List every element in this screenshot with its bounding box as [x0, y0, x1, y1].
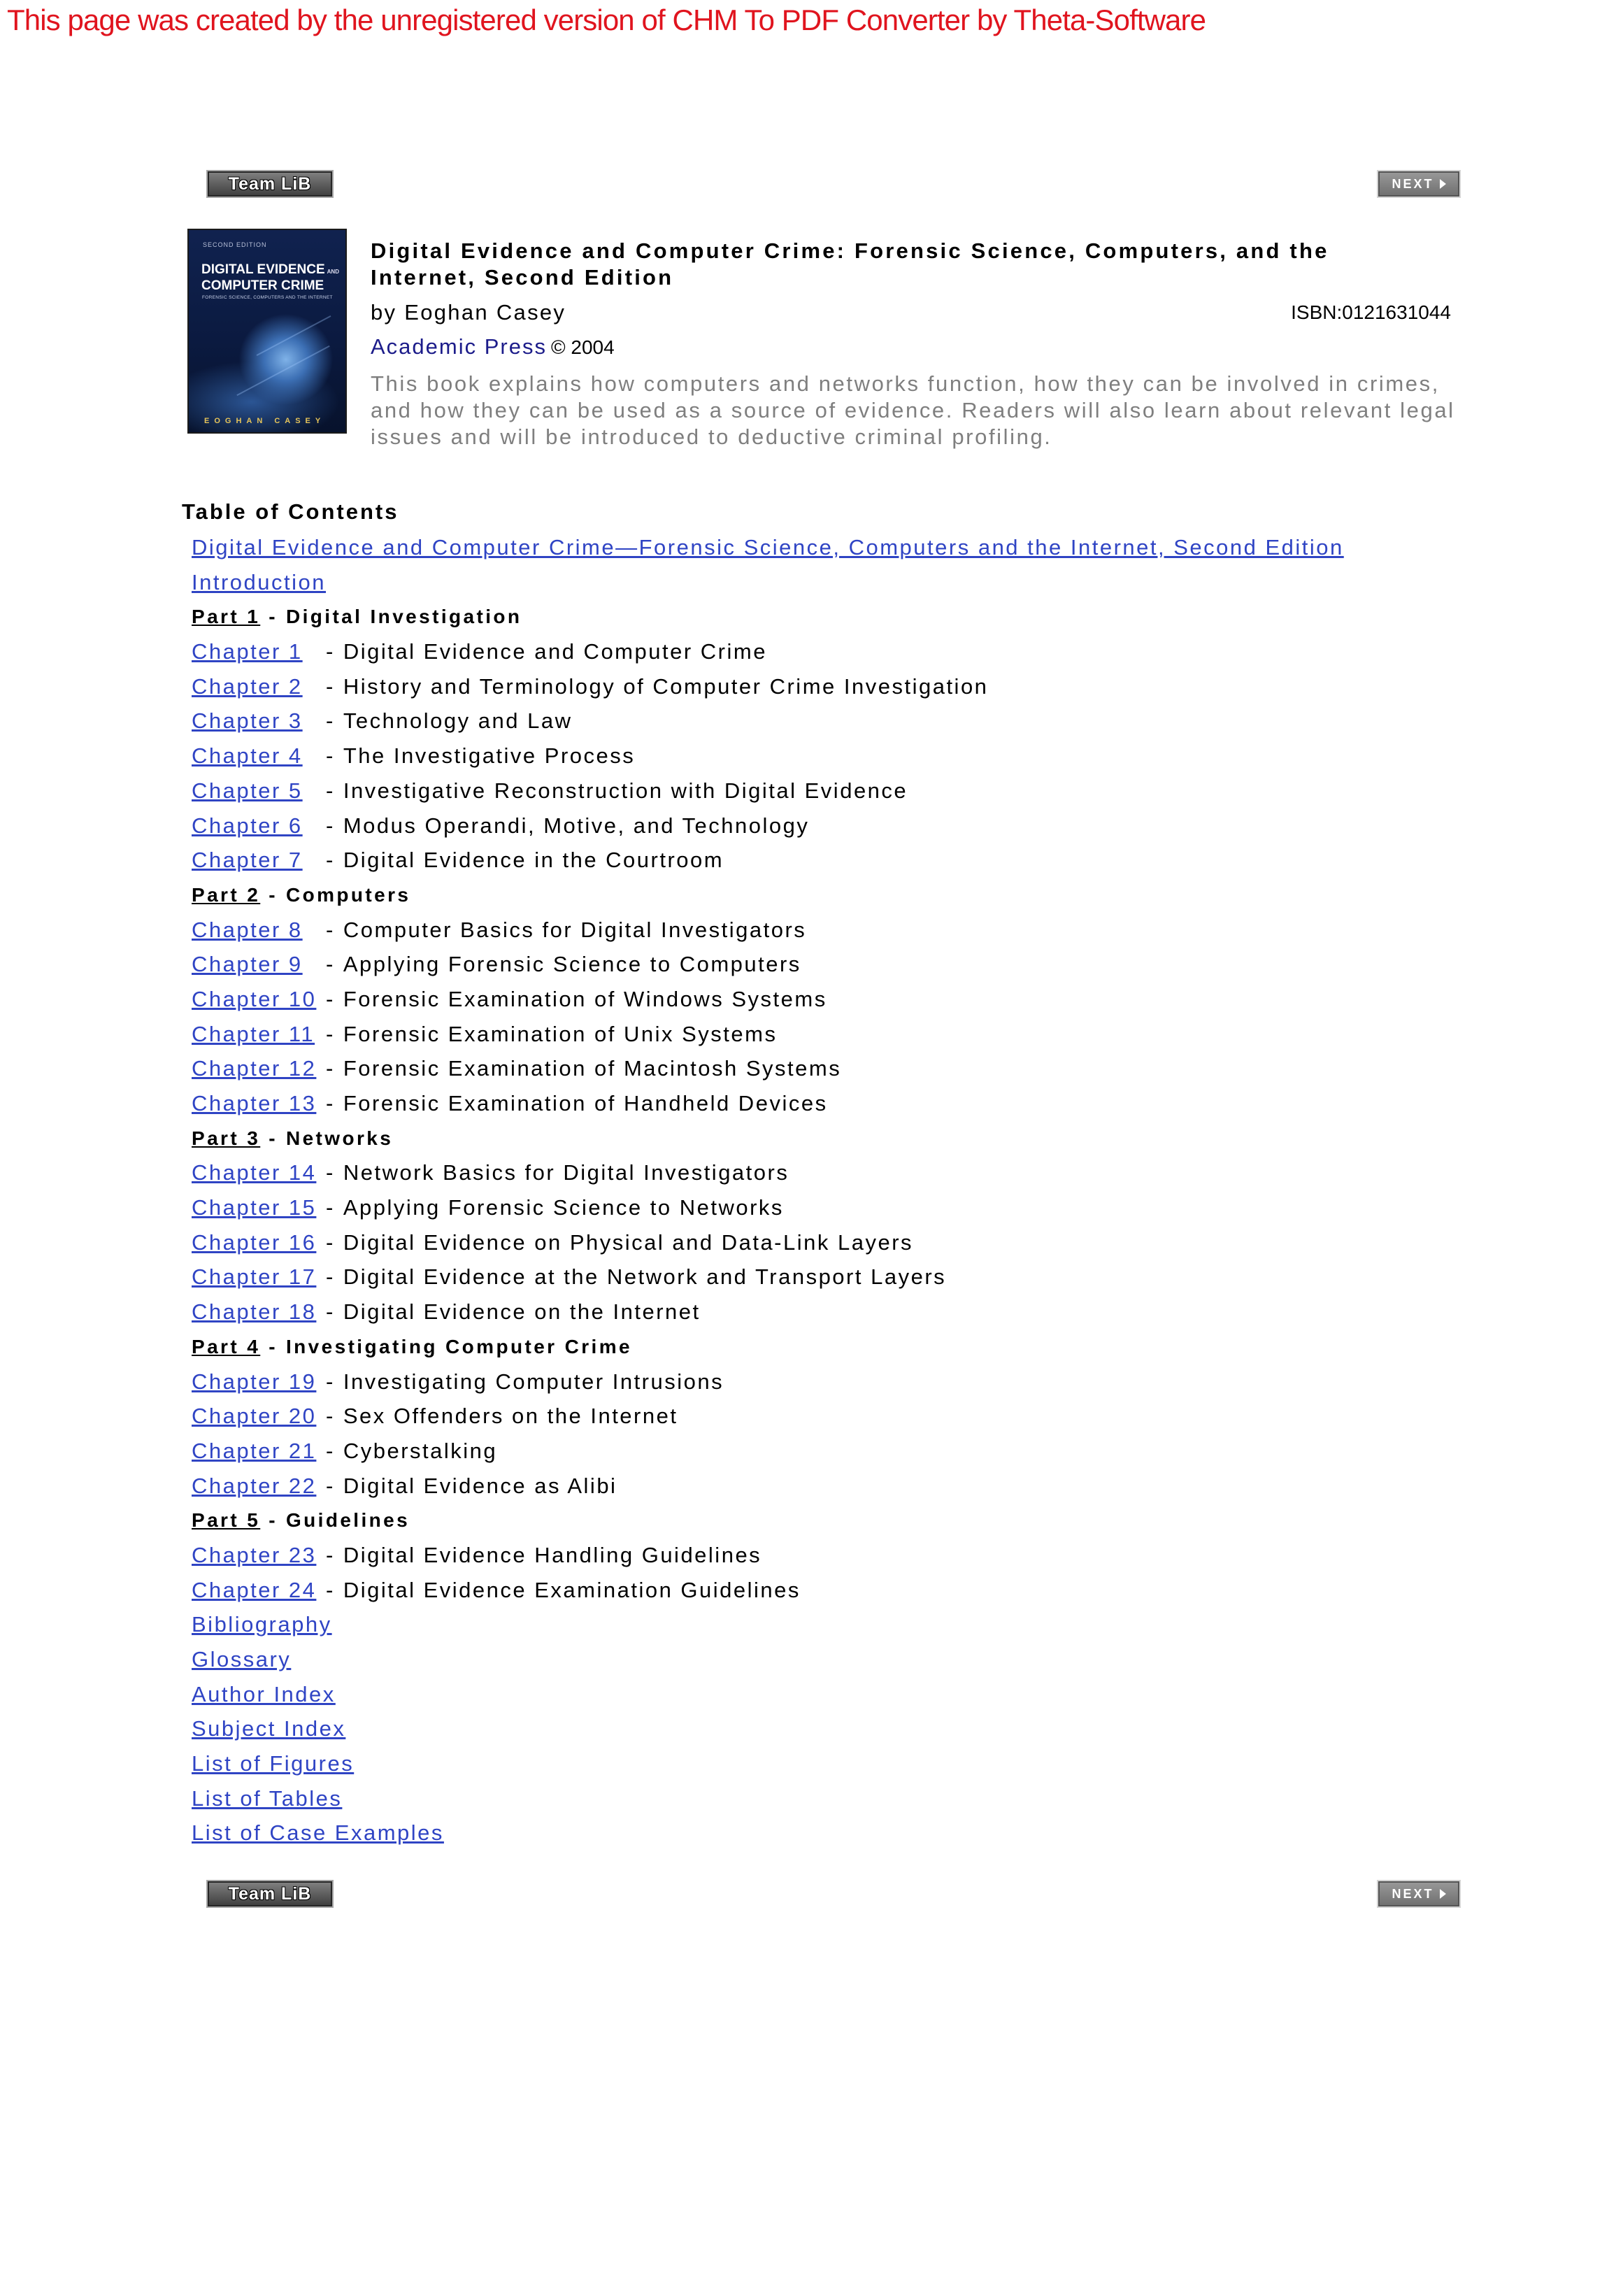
toc-chapter-21-cell [192, 1434, 326, 1469]
toc-chapter-12-link[interactable]: Chapter 12 [192, 1056, 317, 1081]
toc-chapter-15-title: Applying Forensic Science to Networks [343, 1195, 784, 1220]
toc-row-chapter-17 [192, 1260, 1520, 1295]
cover-author: EOGHAN CASEY [204, 417, 326, 425]
toc-separator: - [326, 986, 335, 1011]
toc-chapter-24-link[interactable]: Chapter 24 [192, 1577, 317, 1602]
toc-row-part-4 [192, 1329, 1520, 1364]
cover-title-and: AND [327, 269, 339, 275]
toc-chapter-2-title: History and Terminology of Computer Crime Investigation [343, 673, 989, 699]
toc-row-part-5 [192, 1503, 1520, 1538]
toc-row-chapter-5 [192, 773, 1520, 808]
toc-chapter-19-title: Investigating Computer Intrusions [343, 1369, 724, 1394]
copyright-year: © 2004 [550, 336, 615, 358]
toc-row-chapter-13 [192, 1086, 1520, 1121]
toc-separator: - [326, 917, 335, 942]
toc-separator: - [326, 813, 335, 838]
publisher-link[interactable]: Academic Press [371, 334, 547, 359]
toc-chapter-3-link[interactable]: Chapter 3 [192, 708, 303, 734]
toc-chapter-15-cell [192, 1190, 326, 1225]
toc-part-3-title: Networks [285, 1127, 394, 1149]
toc-chapter-20-title: Sex Offenders on the Internet [343, 1404, 678, 1429]
toc-chapter-9-link[interactable]: Chapter 9 [192, 952, 303, 977]
toc-chapter-8-link[interactable]: Chapter 8 [192, 917, 303, 942]
toc-row-chapter-9 [192, 947, 1520, 982]
toc-row-chapter-1 [192, 634, 1520, 669]
toc-chapter-20-cell [192, 1399, 326, 1434]
toc-chapter-17-link[interactable]: Chapter 17 [192, 1264, 317, 1290]
toc-chapter-2-link[interactable]: Chapter 2 [192, 673, 303, 699]
byline-row [371, 296, 1451, 329]
toc-link-list-of-tables[interactable]: List of Tables [192, 1785, 343, 1811]
team-lib-button-bottom[interactable] [206, 1880, 334, 1908]
toc-chapter-13-link[interactable]: Chapter 13 [192, 1091, 317, 1115]
book-title-line-2: Internet, Second Edition [371, 265, 674, 290]
next-arrow-icon [1440, 179, 1446, 189]
toc-chapter-3-cell [192, 704, 326, 739]
toc-chapter-18-cell [192, 1295, 326, 1329]
toc-separator: - [269, 606, 278, 628]
description-line: issues and will be introduced to deductive criminal profiling. [371, 425, 1052, 449]
cover-light-streak [236, 345, 329, 396]
toc-separator: - [326, 673, 335, 699]
toc-separator: - [326, 708, 335, 734]
toc-chapter-23-title: Digital Evidence Handling Guidelines [343, 1542, 762, 1567]
toc-chapter-19-cell [192, 1364, 326, 1399]
toc-chapter-24-title: Digital Evidence Examination Guidelines [343, 1577, 801, 1602]
toc-separator: - [326, 1195, 335, 1220]
toc-chapter-3-title: Technology and Law [343, 708, 573, 734]
toc-part-4-link[interactable]: Part 4 [192, 1335, 261, 1357]
toc-row-list-of-figures [192, 1746, 1520, 1781]
toc-row-chapter-15 [192, 1190, 1520, 1225]
toc-chapter-6-cell [192, 808, 326, 843]
toc-chapter-5-link[interactable]: Chapter 5 [192, 778, 303, 803]
toc-link-subject-index[interactable]: Subject Index [192, 1716, 346, 1741]
toc-part-3-link[interactable]: Part 3 [192, 1127, 261, 1149]
toc-chapter-5-cell [192, 773, 326, 808]
toc-row-list-of-case-examples [192, 1816, 1520, 1851]
toc-chapter-9-cell [192, 947, 326, 982]
toc-row-chapter-19 [192, 1364, 1520, 1399]
team-lib-label: Team LiB [228, 1883, 312, 1904]
toc-part-5-title: Guidelines [285, 1509, 410, 1532]
toc-row-chapter-21 [192, 1434, 1520, 1469]
book-description [371, 371, 1455, 450]
book-title-line-1: Digital Evidence and Computer Crime: Forensic Science, Computers, and the [371, 238, 1329, 263]
toc-chapter-22-title: Digital Evidence as Alibi [343, 1473, 617, 1498]
book-title [371, 238, 1451, 291]
toc-chapter-11-title: Forensic Examination of Unix Systems [343, 1021, 778, 1046]
toc-chapter-13-cell [192, 1086, 326, 1121]
toc-link-list-of-figures[interactable]: List of Figures [192, 1751, 355, 1776]
toc-row-author-index [192, 1677, 1520, 1712]
toc-row-introduction [192, 565, 1520, 600]
toc-row-chapter-8 [192, 913, 1520, 948]
toc-chapter-23-link[interactable]: Chapter 23 [192, 1542, 317, 1567]
toc-row-part-2 [192, 878, 1520, 913]
toc-separator: - [326, 778, 335, 803]
toc-chapter-4-title: The Investigative Process [343, 743, 636, 769]
toc-part-1-link[interactable]: Part 1 [192, 606, 261, 628]
toc-chapter-1-link[interactable]: Chapter 1 [192, 639, 303, 664]
toc-chapter-22-link[interactable]: Chapter 22 [192, 1473, 317, 1498]
toc-chapter-7-cell [192, 843, 326, 878]
toc-chapter-24-cell [192, 1573, 326, 1608]
toc-separator: - [326, 848, 335, 873]
toc-chapter-16-title: Digital Evidence on Physical and Data-Link Layers [343, 1229, 914, 1255]
toc-separator: - [326, 952, 335, 977]
toc-row-digital-evidence-and-computer-crime-forensic-science-computers-and-the-internet-second-edition [192, 530, 1520, 565]
toc-chapter-10-title: Forensic Examination of Windows Systems [343, 986, 827, 1011]
toc-row-part-1 [192, 599, 1520, 634]
toc-chapter-4-cell [192, 739, 326, 773]
toc-chapter-19-link[interactable]: Chapter 19 [192, 1369, 317, 1394]
book-author: by Eoghan Casey [371, 300, 566, 325]
description-line: This book explains how computers and networks function, how they can be involved in crimes, [371, 371, 1440, 396]
toc-row-part-3 [192, 1121, 1520, 1156]
toc-link-list-of-case-examples[interactable]: List of Case Examples [192, 1820, 444, 1846]
toc-separator: - [326, 1369, 335, 1394]
toc-row-subject-index [192, 1711, 1520, 1746]
toc-chapter-12-cell [192, 1051, 326, 1086]
toc-chapter-1-cell [192, 634, 326, 669]
toc-chapter-6-link[interactable]: Chapter 6 [192, 813, 303, 838]
toc-link-glossary[interactable]: Glossary [192, 1647, 292, 1671]
toc-chapter-8-cell [192, 913, 326, 948]
cover-edition: SECOND EDITION [203, 241, 267, 248]
toc-row-chapter-6 [192, 808, 1520, 843]
toc-chapter-22-cell [192, 1469, 326, 1504]
toc-row-chapter-11 [192, 1017, 1520, 1052]
toc-row-chapter-7 [192, 843, 1520, 878]
toc-chapter-9-title: Applying Forensic Science to Computers [343, 952, 801, 977]
toc-chapter-4-link[interactable]: Chapter 4 [192, 743, 303, 769]
toc-chapter-1-title: Digital Evidence and Computer Crime [343, 639, 767, 664]
team-lib-button-top[interactable] [206, 170, 334, 198]
toc-chapter-14-link[interactable]: Chapter 14 [192, 1160, 317, 1185]
toc-row-chapter-24 [192, 1573, 1520, 1608]
toc-chapter-13-title: Forensic Examination of Handheld Devices [343, 1091, 828, 1115]
toc-link-introduction[interactable]: Introduction [192, 569, 326, 594]
toc-chapter-12-title: Forensic Examination of Macintosh Systems [343, 1056, 842, 1081]
toc-chapter-20-link[interactable]: Chapter 20 [192, 1404, 317, 1429]
toc-row-chapter-2 [192, 669, 1520, 704]
toc-part-4-title: Investigating Computer Crime [285, 1335, 633, 1357]
next-button-top[interactable] [1377, 170, 1461, 198]
toc-chapter-15-link[interactable]: Chapter 15 [192, 1195, 317, 1220]
toc-separator: - [326, 1021, 335, 1046]
toc-separator: - [269, 1335, 278, 1357]
toc-separator: - [326, 1091, 335, 1115]
toc-separator: - [269, 1509, 278, 1532]
next-label: NEXT [1392, 1886, 1434, 1901]
cover-subtitle: FORENSIC SCIENCE, COMPUTERS AND THE INTERNET [202, 295, 333, 300]
book-cover-image [187, 229, 347, 434]
description-line: and how they can be used as a source of evidence. Readers will also learn about relevant legal [371, 398, 1455, 422]
toc-heading: Table of Contents [182, 499, 399, 524]
cover-title-line-2: COMPUTER CRIME [201, 278, 324, 293]
toc-separator: - [326, 1542, 335, 1567]
toc-chapter-10-link[interactable]: Chapter 10 [192, 986, 317, 1011]
next-arrow-icon [1440, 1889, 1446, 1899]
toc-link-bibliography[interactable]: Bibliography [192, 1612, 332, 1637]
toc-row-chapter-23 [192, 1538, 1520, 1573]
toc-chapter-8-title: Computer Basics for Digital Investigators [343, 917, 807, 942]
toc-chapter-21-title: Cyberstalking [343, 1438, 498, 1463]
next-label: NEXT [1392, 176, 1434, 191]
toc-part-1-title: Digital Investigation [285, 606, 522, 628]
toc-row-chapter-20 [192, 1399, 1520, 1434]
toc-row-bibliography [192, 1607, 1520, 1642]
toc-separator: - [326, 1438, 335, 1463]
toc-row-chapter-14 [192, 1155, 1520, 1190]
toc-chapter-6-title: Modus Operandi, Motive, and Technology [343, 813, 810, 838]
toc-separator: - [269, 1127, 278, 1149]
publisher-row [371, 331, 1451, 363]
book-isbn: ISBN:0121631044 [1291, 301, 1451, 323]
toc-chapter-18-title: Digital Evidence on the Internet [343, 1299, 701, 1325]
toc-separator: - [326, 1264, 335, 1290]
toc-list [192, 530, 1520, 1851]
toc-separator: - [326, 1229, 335, 1255]
toc-separator: - [326, 1299, 335, 1325]
toc-chapter-14-cell [192, 1155, 326, 1190]
toc-row-chapter-10 [192, 982, 1520, 1017]
toc-chapter-23-cell [192, 1538, 326, 1573]
toc-row-chapter-3 [192, 704, 1520, 739]
toc-part-5-link[interactable]: Part 5 [192, 1509, 261, 1532]
toc-row-chapter-4 [192, 739, 1520, 773]
toc-chapter-21-link[interactable]: Chapter 21 [192, 1438, 317, 1463]
converter-watermark: This page was created by the unregistered version of CHM To PDF Converter by Theta-Software [7, 3, 1206, 36]
toc-separator: - [326, 1404, 335, 1429]
toc-row-list-of-tables [192, 1781, 1520, 1816]
toc-separator: - [326, 743, 335, 769]
cover-title-line-1 [201, 262, 339, 278]
toc-separator: - [326, 1577, 335, 1602]
toc-row-glossary [192, 1642, 1520, 1677]
toc-row-chapter-16 [192, 1225, 1520, 1260]
toc-link-author-index[interactable]: Author Index [192, 1681, 336, 1706]
toc-part-2-title: Computers [285, 883, 411, 906]
toc-chapter-11-cell [192, 1017, 326, 1052]
toc-chapter-10-cell [192, 982, 326, 1017]
toc-row-chapter-22 [192, 1469, 1520, 1504]
toc-chapter-17-cell [192, 1260, 326, 1295]
toc-separator: - [326, 1160, 335, 1185]
toc-separator: - [326, 1056, 335, 1081]
next-button-bottom[interactable] [1377, 1880, 1461, 1908]
toc-chapter-5-title: Investigative Reconstruction with Digital Evidence [343, 778, 908, 803]
toc-row-chapter-12 [192, 1051, 1520, 1086]
toc-link-digital-evidence-and-computer-crime-forensic-science-computers-and-the-internet-second-edition[interactable]: Digital Evidence and Computer Crime—Forensic Science, Computers and the Internet, Second Edition [192, 535, 1344, 559]
toc-chapter-16-link[interactable]: Chapter 16 [192, 1229, 317, 1255]
toc-separator: - [326, 1473, 335, 1498]
toc-separator: - [269, 883, 278, 906]
toc-chapter-2-cell [192, 669, 326, 704]
toc-row-chapter-18 [192, 1295, 1520, 1329]
toc-chapter-18-link[interactable]: Chapter 18 [192, 1299, 317, 1325]
toc-chapter-17-title: Digital Evidence at the Network and Transport Layers [343, 1264, 947, 1290]
team-lib-label: Team LiB [228, 173, 312, 194]
toc-chapter-11-link[interactable]: Chapter 11 [192, 1021, 315, 1046]
toc-separator: - [326, 639, 335, 664]
cover-title-1: DIGITAL EVIDENCE [201, 262, 325, 277]
toc-chapter-7-link[interactable]: Chapter 7 [192, 848, 303, 873]
toc-chapter-16-cell [192, 1225, 326, 1260]
toc-chapter-7-title: Digital Evidence in the Courtroom [343, 848, 724, 873]
toc-chapter-14-title: Network Basics for Digital Investigators [343, 1160, 789, 1185]
book-info [371, 238, 1455, 450]
toc-part-2-link[interactable]: Part 2 [192, 883, 261, 906]
